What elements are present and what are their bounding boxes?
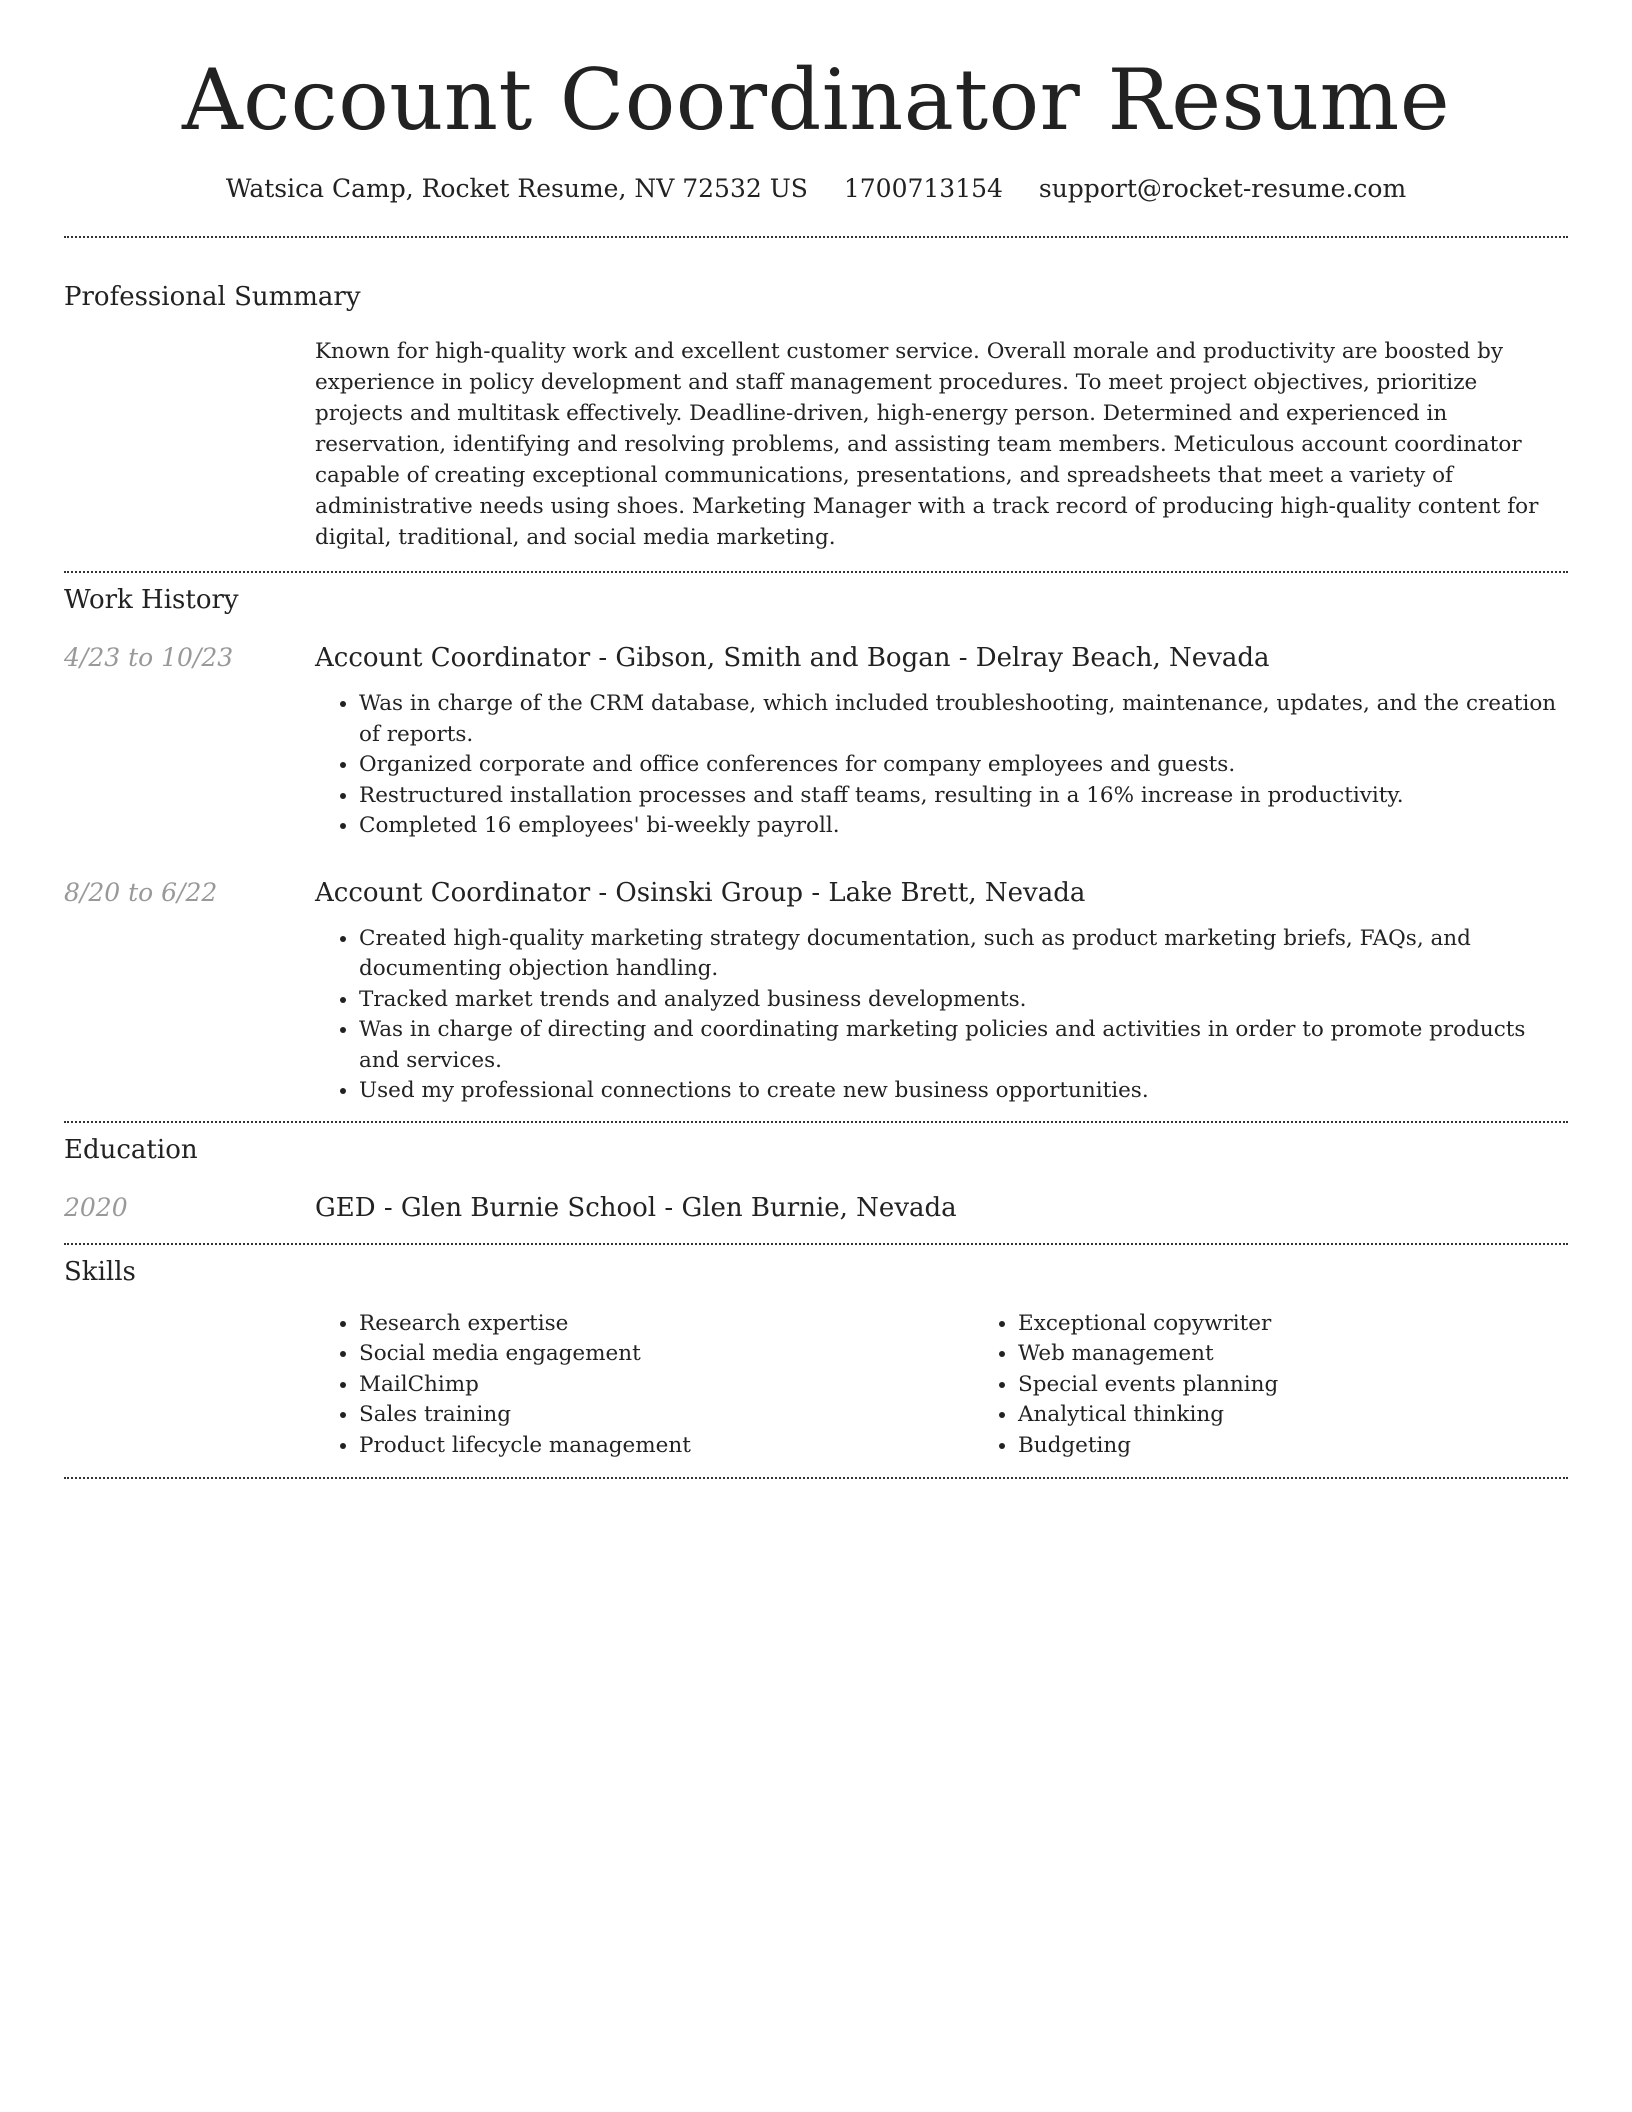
list-item: • Used my professional connections to create new business opportunities. — [359, 1076, 1568, 1107]
job-title: Account Coordinator - Gibson, Smith and Bogan - Delray Beach, Nevada — [315, 643, 1270, 673]
skill-item: • Analytical thinking — [1018, 1400, 1632, 1431]
skills-list-left — [315, 1309, 974, 1462]
list-item: • Restructured installation processes and staff teams, resulting in a 16% increase in productivity. — [359, 781, 1568, 812]
summary-heading: Professional Summary — [64, 282, 361, 312]
list-item: • Created high-quality marketing strategy documentation, such as product marketing briefs, FAQs, and documenting objection handling. — [359, 924, 1568, 985]
skills-section — [64, 1245, 1568, 1462]
education-section — [64, 1123, 1568, 1225]
job-entry — [64, 641, 1568, 842]
skill-item: • Exceptional copywriter — [1018, 1309, 1632, 1340]
skill-item: • Special events planning — [1018, 1370, 1632, 1401]
job-dates: 8/20 to 6/22 — [64, 877, 218, 907]
skills-heading: Skills — [64, 1256, 136, 1287]
skill-item: • Web management — [1018, 1339, 1632, 1370]
skill-item: • Budgeting — [1018, 1431, 1632, 1462]
summary-section — [64, 238, 1568, 553]
divider — [64, 1477, 1568, 1479]
work-heading: Work History — [64, 585, 239, 615]
education-text: GED - Glen Burnie School - Glen Burnie, Nevada — [315, 1192, 957, 1223]
resume-title: Account Coordinator Resume — [181, 51, 1451, 149]
education-entry — [64, 1191, 1568, 1225]
summary-text: Known for high-quality work and excellent customer service. Overall morale and productivity are boosted by experience in policy development and staff management procedures. To meet project objectives, prioritize projects and multitask effectively. Deadline-driven, high-energy person. Determined and experienced in reservation, identifying and resolving problems, and assisting team members. Meticulous account coordinator capable of creating exceptional communications, presentations, and spreadsheets that meet a variety of administrative needs using shoes. Marketing Manager with a track record of producing high-quality content for digital, traditional, and social media marketing. — [315, 339, 1539, 550]
skill-item: • MailChimp — [359, 1370, 974, 1401]
list-item: • Completed 16 employees' bi-weekly payroll. — [359, 811, 1568, 842]
contact-address: Watsica Camp, Rocket Resume, NV 72532 US — [225, 174, 808, 203]
work-section — [64, 573, 1568, 1107]
contact-phone: 1700713154 — [843, 174, 1003, 203]
skill-item: • Research expertise — [359, 1309, 974, 1340]
skill-item: • Sales training — [359, 1400, 974, 1431]
skill-item: • Social media engagement — [359, 1339, 974, 1370]
education-year: 2020 — [64, 1192, 128, 1222]
job-dates: 4/23 to 10/23 — [64, 643, 234, 672]
resume-page — [64, 0, 1568, 1479]
list-item: • Was in charge of directing and coordinating marketing policies and activities in order to promote products and services. — [359, 1015, 1568, 1076]
job-entry — [64, 876, 1568, 1107]
list-item: • Organized corporate and office conferences for company employees and guests. — [359, 750, 1568, 781]
skill-item: • Product lifecycle management — [359, 1431, 974, 1462]
job-bullets — [315, 689, 1568, 842]
contact-email: support@rocket-resume.com — [1038, 174, 1407, 203]
skills-list-right — [974, 1309, 1632, 1462]
education-heading: Education — [64, 1134, 198, 1165]
job-bullets — [315, 924, 1568, 1107]
job-title: Account Coordinator - Osinski Group - Lake Brett, Nevada — [315, 877, 1086, 908]
list-item: • Tracked market trends and analyzed business developments. — [359, 985, 1568, 1016]
list-item: • Was in charge of the CRM database, which included troubleshooting, maintenance, updates, and the creation of reports. — [359, 689, 1568, 750]
contact-line — [64, 172, 1568, 206]
